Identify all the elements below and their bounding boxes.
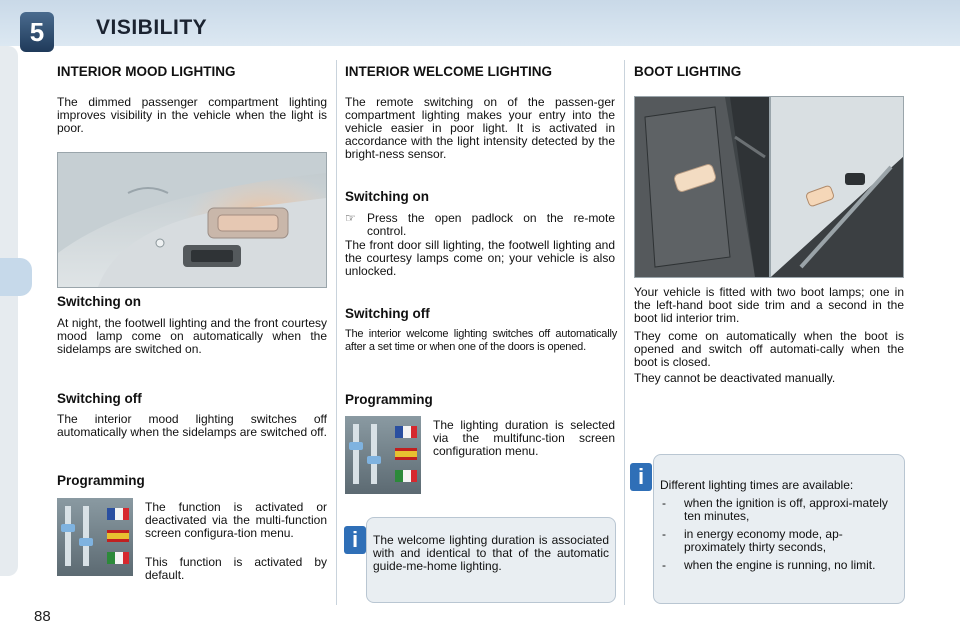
page-title: VISIBILITY	[96, 16, 208, 39]
multifunction-screen-icon	[345, 416, 421, 494]
switching-on-bullet: ☞ Press the open padlock on the re-mote control.	[345, 211, 615, 238]
switching-off-text: The interior mood lighting switches off automatically when the sidelamps are switched off.	[57, 412, 327, 439]
chapter-number-badge: 5	[20, 12, 54, 52]
boot-manual-text: They cannot be deactivated manually.	[634, 371, 836, 385]
info-box-welcome	[366, 517, 616, 603]
switching-on-text: The front door sill lighting, the footwell lighting and the courtesy lamps come on; your vehicle is also unlocked.	[345, 238, 615, 278]
switching-off-text: The interior welcome lighting switches off automatically after a set time or when one of the doors is opened.	[345, 328, 617, 353]
info-icon: i	[344, 526, 366, 554]
column-divider	[336, 60, 337, 605]
page-number: 88	[34, 608, 51, 625]
programming-text: The function is activated or deactivated via the multi-function screen configura-tion menu.	[145, 500, 327, 540]
boot-lamps-text: Your vehicle is fitted with two boot lamps; one in the left-hand boot side trim and a second in the boot lid interior trim.	[634, 285, 904, 325]
boot-lid-lamp-photo	[770, 96, 904, 278]
switching-on-title: Switching on	[57, 294, 141, 309]
intro-text: The dimmed passenger compartment lighting improves visibility in the vehicle when the light is poor.	[57, 95, 327, 135]
intro-text: The remote switching on of the passen-ger compartment lighting makes your entry into the vehicle easier in poor light. It is activated in accordance with the light intensity detected by the bright-ness sensor.	[345, 95, 615, 161]
pointing-hand-icon: ☞	[345, 211, 356, 225]
info-list	[656, 497, 898, 572]
section-title: INTERIOR WELCOME LIGHTING	[345, 64, 552, 79]
programming-default-text: This function is activated by default.	[145, 555, 327, 582]
section-title: INTERIOR MOOD LIGHTING	[57, 64, 236, 79]
boot-auto-text: They come on automatically when the boot is opened and switch off automati-cally when the boot is closed.	[634, 329, 904, 369]
column-divider	[624, 60, 625, 605]
chapter-side-tab	[0, 258, 32, 296]
list-item: - in energy economy mode, ap-proximately thirty seconds,	[662, 527, 843, 554]
info-icon: i	[630, 463, 652, 491]
side-band	[0, 46, 18, 576]
switching-off-title: Switching off	[57, 391, 142, 406]
boot-side-lamp-photo	[634, 96, 770, 278]
programming-title: Programming	[345, 392, 433, 407]
info-intro: Different lighting times are available:	[660, 478, 854, 492]
switching-on-text: At night, the footwell lighting and the front courtesy mood lamp come on automatically when the sidelamps are switched on.	[57, 316, 327, 356]
info-box-boot	[653, 454, 905, 604]
multifunction-screen-icon	[57, 498, 133, 576]
list-item: - when the engine is running, no limit.	[662, 558, 876, 572]
interior-lamp-photo	[57, 152, 327, 288]
switching-off-title: Switching off	[345, 306, 430, 321]
programming-text: The lighting duration is selected via the multifunc-tion screen configuration menu.	[433, 418, 615, 458]
switching-on-title: Switching on	[345, 189, 429, 204]
section-title: BOOT LIGHTING	[634, 64, 742, 79]
info-text: The welcome lighting duration is associated with and identical to that of the automatic guide-me-home lighting.	[373, 533, 609, 573]
list-item: - when the ignition is off, approxi-mately ten minutes,	[662, 496, 888, 523]
programming-title: Programming	[57, 473, 145, 488]
